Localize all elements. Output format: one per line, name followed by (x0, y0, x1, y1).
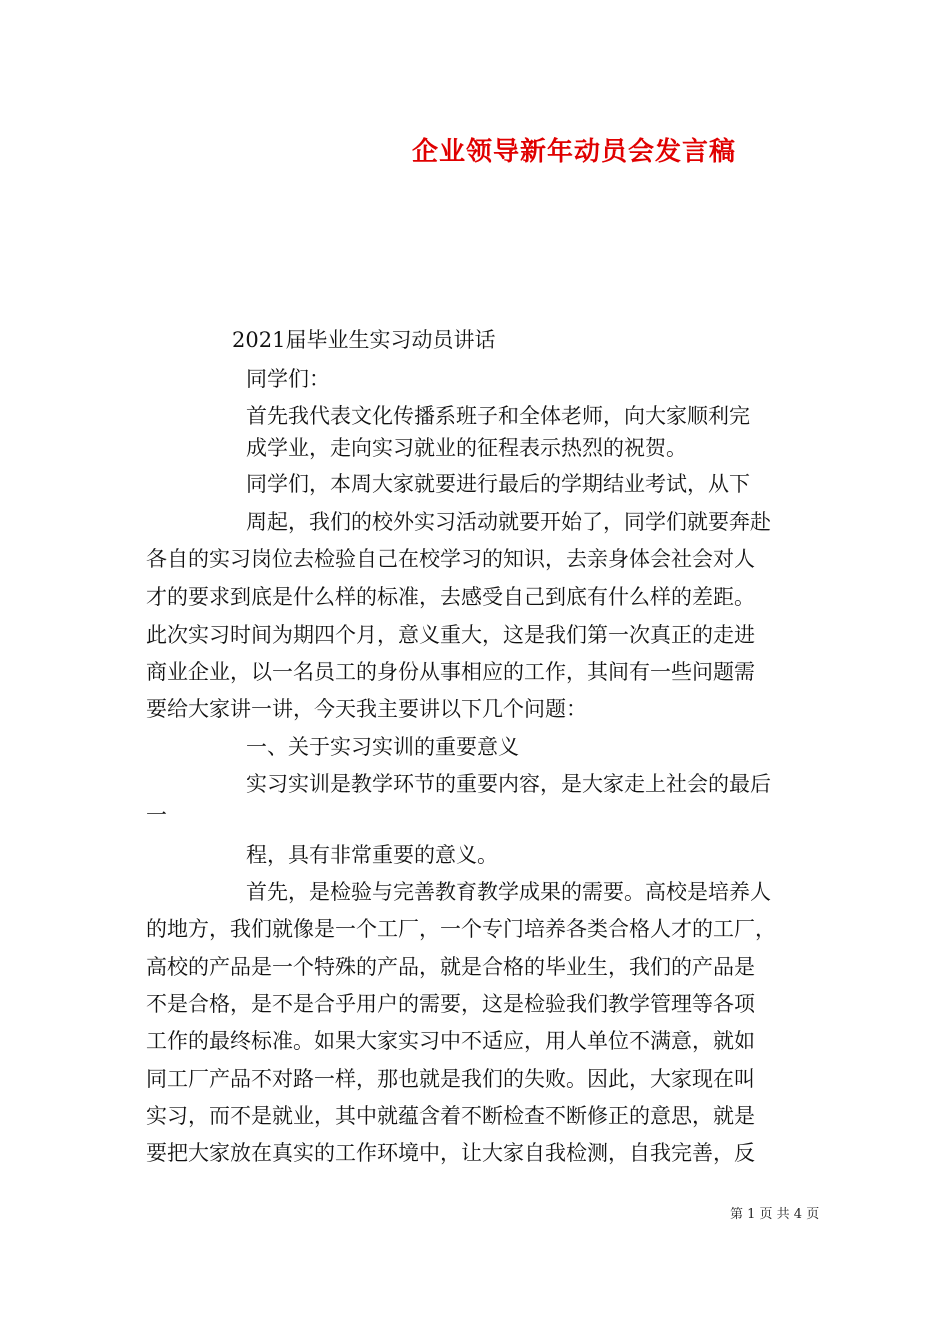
text-line: 要给大家讲一讲，今天我主要讲以下几个问题： (146, 697, 587, 721)
text-line: 首先，是检验与完善教育教学成果的需要。高校是培养人 (246, 880, 771, 904)
text-line: 同学们： (246, 367, 330, 391)
section-heading: 一、关于实习实训的重要意义 (246, 735, 519, 759)
text-line: 要把大家放在真实的工作环境中，让大家自我检测，自我完善，反 (146, 1141, 755, 1165)
text-line: 此次实习时间为期四个月，意义重大，这是我们第一次真正的走进 (146, 623, 755, 647)
text-line: 首先我代表文化传播系班子和全体老师，向大家顺利完 (246, 404, 750, 428)
text-line: 的地方，我们就像是一个工厂，一个专门培养各类合格人才的工厂， (146, 917, 776, 941)
text-line: 一 (146, 803, 167, 827)
text-line: 2021届毕业生实习动员讲话 (232, 328, 496, 352)
document-title: 企业领导新年动员会发言稿 (412, 137, 737, 167)
text-line: 工作的最终标准。如果大家实习中不适应，用人单位不满意，就如 (146, 1029, 755, 1053)
text-line: 才的要求到底是什么样的标准，去感受自己到底有什么样的差距。 (146, 585, 755, 609)
text-line: 周起，我们的校外实习活动就要开始了，同学们就要奔赴 (246, 510, 771, 534)
text-line: 各自的实习岗位去检验自己在校学习的知识，去亲身体会社会对人 (146, 547, 755, 571)
text-line: 实习，而不是就业，其中就蕴含着不断检查不断修正的意思，就是 (146, 1104, 755, 1128)
text-line: 程，具有非常重要的意义。 (246, 843, 498, 867)
text-line: 不是合格，是不是合乎用户的需要，这是检验我们教学管理等各项 (146, 992, 755, 1016)
text-line: 成学业，走向实习就业的征程表示热烈的祝贺。 (246, 436, 687, 460)
text-line: 商业企业，以一名员工的身份从事相应的工作，其间有一些问题需 (146, 660, 755, 684)
text-line: 高校的产品是一个特殊的产品，就是合格的毕业生，我们的产品是 (146, 955, 755, 979)
text-line: 实习实训是教学环节的重要内容，是大家走上社会的最后 (246, 772, 771, 796)
text-line: 同工厂产品不对路一样，那也就是我们的失败。因此，大家现在叫 (146, 1067, 755, 1091)
page-number: 第 1 页 共 4 页 (730, 1207, 820, 1222)
text-line: 同学们，本周大家就要进行最后的学期结业考试，从下 (246, 472, 750, 496)
